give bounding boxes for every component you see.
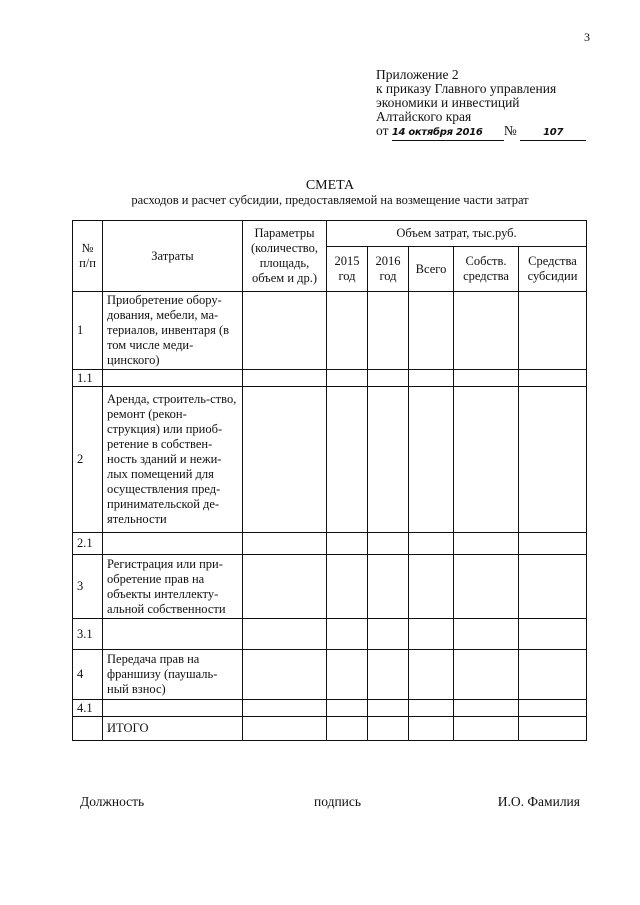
from-label: от [376, 123, 389, 138]
cell [327, 717, 368, 741]
cell [454, 292, 519, 370]
cell [409, 717, 454, 741]
document-title: СМЕТА [305, 178, 355, 193]
cell [409, 533, 454, 555]
cell [243, 555, 327, 619]
table-row [73, 619, 587, 650]
cell [243, 619, 327, 650]
cell [368, 650, 409, 700]
appendix-block [376, 68, 586, 141]
row-cost [103, 370, 243, 387]
number-label: № [503, 123, 517, 138]
document-subtitle: расходов и расчет субсидии, предоставляемой на возмещение части затрат [131, 193, 529, 207]
appendix-line-2: к приказу Главного управления [376, 81, 557, 96]
cell [519, 292, 587, 370]
header-total: Всего [409, 247, 454, 292]
cell [368, 717, 409, 741]
cell [243, 700, 327, 717]
cell [454, 650, 519, 700]
row-cost: Передача прав на франшизу (паушаль-ный взнос) [103, 650, 243, 700]
row-cost-total: ИТОГО [103, 717, 243, 741]
cell [368, 370, 409, 387]
header-2016: 2016 год [368, 247, 409, 292]
cell [368, 533, 409, 555]
header-num: № п/п [73, 221, 103, 292]
cell [409, 619, 454, 650]
cell [454, 533, 519, 555]
handwritten-date: 14 октября 2016 [392, 126, 504, 141]
cell [454, 700, 519, 717]
cell [327, 533, 368, 555]
row-num: 2 [73, 387, 103, 533]
cell [409, 700, 454, 717]
cell [519, 650, 587, 700]
row-num: 2.1 [73, 533, 103, 555]
page-number: 3 [584, 30, 590, 44]
cell [519, 717, 587, 741]
row-cost: Аренда, строитель-ство, ремонт (рекон-струкция) или приоб-ретение в собствен-ность зданий и нежи-лых помещений для осуществления пред-принимательской де-ятельности [103, 387, 243, 533]
table-row [73, 700, 587, 717]
row-cost [103, 533, 243, 555]
cell [409, 555, 454, 619]
cell [519, 533, 587, 555]
cell [454, 717, 519, 741]
appendix-line-4: Алтайского края [376, 109, 472, 124]
cell [327, 370, 368, 387]
row-num: 4.1 [73, 700, 103, 717]
table-row [73, 650, 587, 700]
cell [243, 717, 327, 741]
row-num: 3.1 [73, 619, 103, 650]
signature-label: подпись [314, 794, 362, 809]
row-num: 1.1 [73, 370, 103, 387]
cell [519, 387, 587, 533]
table-row [73, 533, 587, 555]
row-cost [103, 619, 243, 650]
cell [454, 370, 519, 387]
table-row [73, 555, 587, 619]
cell [368, 555, 409, 619]
row-num [73, 717, 103, 741]
cell [368, 387, 409, 533]
name-label: И.О. Фамилия [497, 794, 580, 809]
table-row [73, 387, 587, 533]
header-costs: Затраты [103, 221, 243, 292]
cell [243, 292, 327, 370]
cell [368, 700, 409, 717]
cell [454, 555, 519, 619]
row-num: 3 [73, 555, 103, 619]
cell [327, 700, 368, 717]
cell [327, 619, 368, 650]
appendix-line-1: Приложение 2 [376, 67, 459, 82]
header-2015: 2015 год [327, 247, 368, 292]
cell [454, 619, 519, 650]
header-subsidy-funds: Средства субсидии [519, 247, 587, 292]
cell [409, 292, 454, 370]
cell [327, 292, 368, 370]
cell [519, 700, 587, 717]
cell [519, 619, 587, 650]
appendix-line-3: экономики и инвестиций [376, 95, 520, 110]
row-cost [103, 700, 243, 717]
row-cost: Приобретение обору-дования, мебели, ма-териалов, инвентаря (в том числе меди-цинского) [103, 292, 243, 370]
row-num: 4 [73, 650, 103, 700]
appendix-date-line [376, 124, 586, 141]
cell [409, 370, 454, 387]
header-volume: Объем затрат, тыс.руб. [327, 221, 587, 247]
cell [519, 555, 587, 619]
cell [519, 370, 587, 387]
table-row-total [73, 717, 587, 741]
table-row [73, 370, 587, 387]
cell [243, 650, 327, 700]
position-label: Должность [80, 794, 145, 809]
row-cost: Регистрация или при-обретение прав на объекты интеллекту-альной собственности [103, 555, 243, 619]
row-num: 1 [73, 292, 103, 370]
cell [327, 387, 368, 533]
cell [327, 555, 368, 619]
handwritten-number: 107 [520, 126, 586, 141]
header-params: Параметры (количество, площадь, объем и др.) [243, 221, 327, 292]
cell [368, 292, 409, 370]
table-row [73, 292, 587, 370]
cell [368, 619, 409, 650]
estimate-table [72, 220, 587, 741]
header-own-funds: Собств. средства [454, 247, 519, 292]
cell [454, 387, 519, 533]
cell [327, 650, 368, 700]
cell [409, 650, 454, 700]
cell [409, 387, 454, 533]
cell [243, 370, 327, 387]
cell [243, 387, 327, 533]
cell [243, 533, 327, 555]
